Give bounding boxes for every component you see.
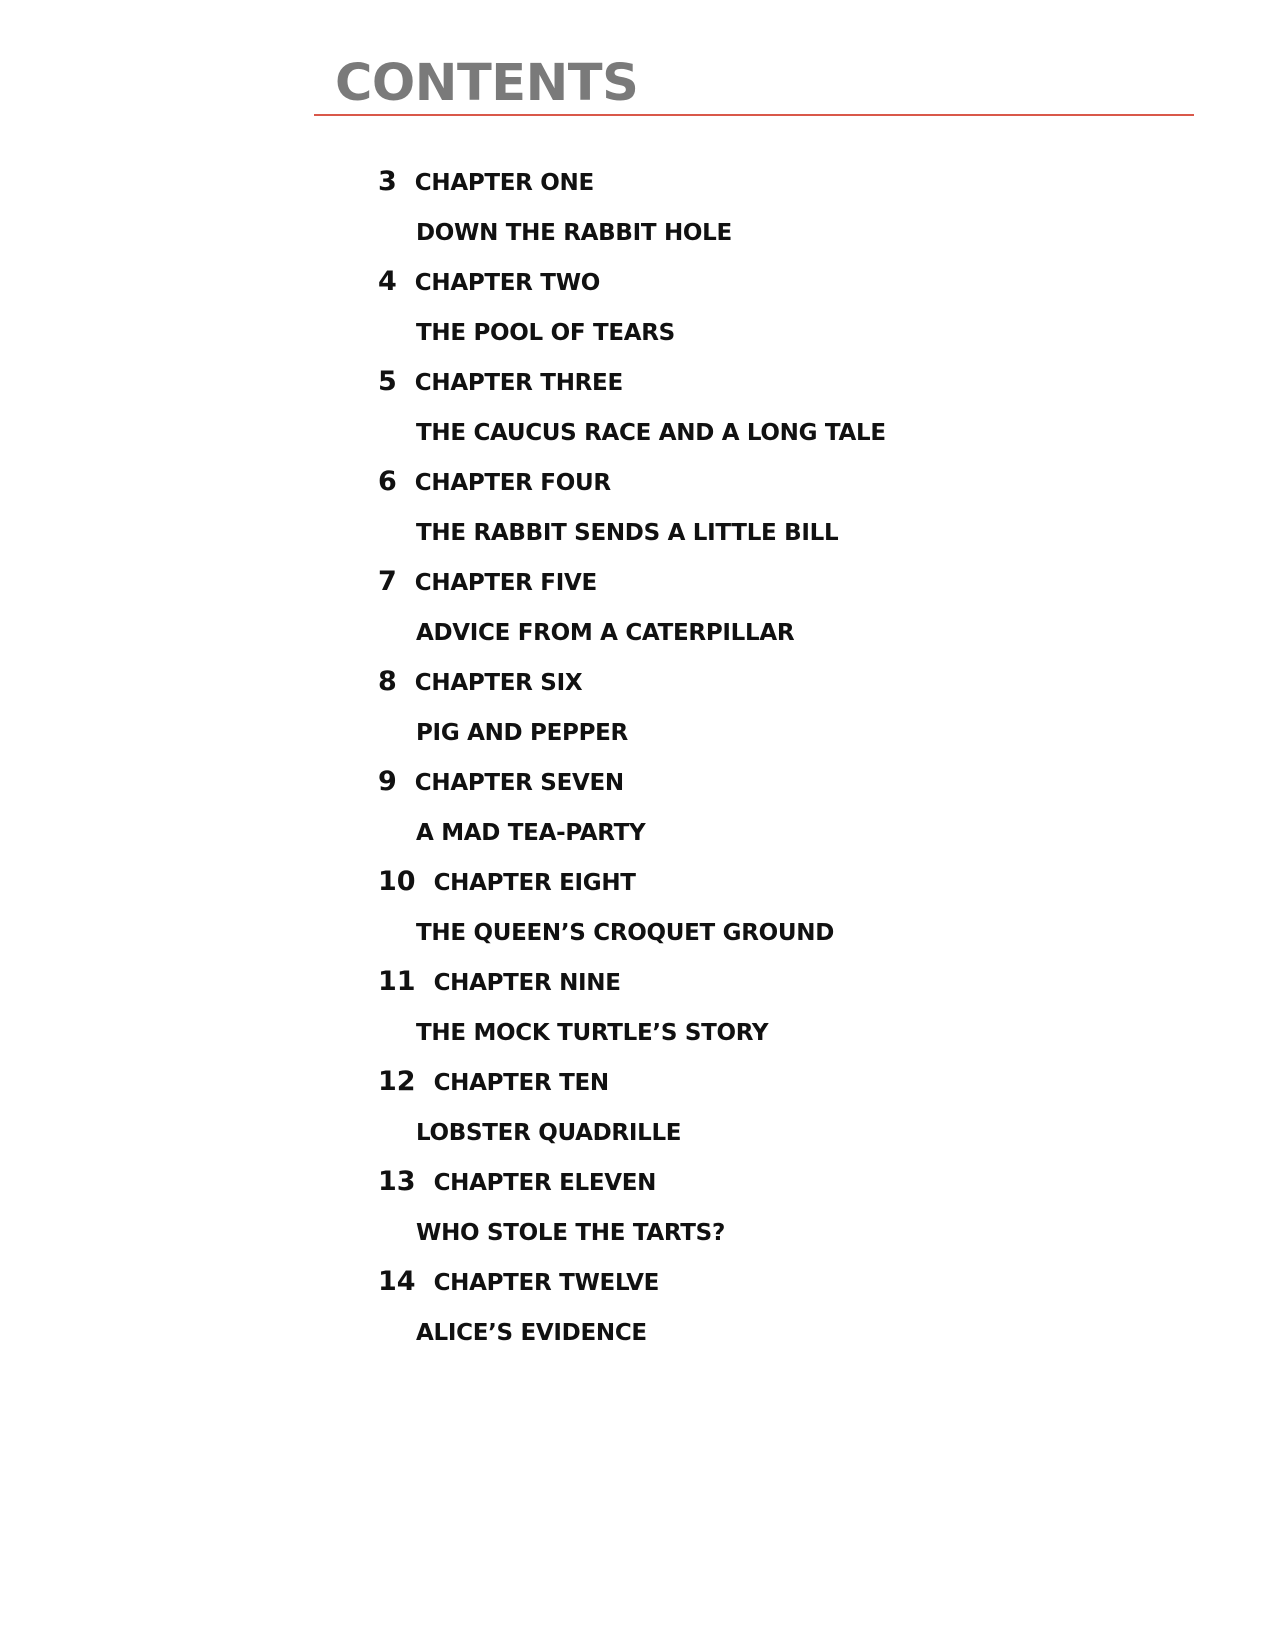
chapter-label: CHAPTER NINE (433, 970, 621, 996)
chapter-label: CHAPTER THREE (414, 370, 623, 396)
chapter-label: CHAPTER FIVE (414, 570, 597, 596)
chapter-label: CHAPTER ONE (414, 170, 594, 196)
toc-entry-11 (378, 1168, 886, 1268)
table-of-contents (378, 168, 886, 1368)
page-number: 4 (378, 266, 397, 297)
chapter-subtitle: ADVICE FROM A CATERPILLAR (416, 620, 795, 646)
toc-entry-9 (378, 968, 886, 1068)
toc-entry-3 (378, 368, 886, 468)
chapter-subtitle: LOBSTER QUADRILLE (416, 1120, 682, 1146)
chapter-subtitle: ALICE’S EVIDENCE (416, 1320, 647, 1346)
chapter-line (378, 268, 886, 318)
chapter-label: CHAPTER TEN (433, 1070, 609, 1096)
chapter-subtitle: THE POOL OF TEARS (416, 320, 675, 346)
toc-entry-6 (378, 668, 886, 768)
page-title: CONTENTS (335, 54, 639, 113)
toc-entry-8 (378, 868, 886, 968)
toc-entry-7 (378, 768, 886, 868)
page-number: 12 (378, 1066, 416, 1097)
chapter-subtitle: WHO STOLE THE TARTS? (416, 1220, 725, 1246)
toc-entry-2 (378, 268, 886, 368)
toc-entry-12 (378, 1268, 886, 1368)
chapter-line (378, 1168, 886, 1218)
page-number: 9 (378, 766, 397, 797)
chapter-line (378, 868, 886, 918)
page-number: 14 (378, 1266, 416, 1297)
toc-entry-1 (378, 168, 886, 268)
chapter-subtitle: A MAD TEA-PARTY (416, 820, 646, 846)
toc-entry-5 (378, 568, 886, 668)
chapter-line (378, 968, 886, 1018)
chapter-line (378, 1068, 886, 1118)
chapter-label: CHAPTER SEVEN (414, 770, 624, 796)
page-number: 8 (378, 666, 397, 697)
chapter-label: CHAPTER FOUR (414, 470, 611, 496)
chapter-label: CHAPTER EIGHT (433, 870, 636, 896)
page-number: 10 (378, 866, 416, 897)
chapter-line (378, 468, 886, 518)
chapter-label: CHAPTER ELEVEN (433, 1170, 657, 1196)
chapter-subtitle: DOWN THE RABBIT HOLE (416, 220, 732, 246)
page-number: 7 (378, 566, 397, 597)
page-number: 3 (378, 166, 397, 197)
title-underline (314, 114, 1194, 116)
toc-entry-4 (378, 468, 886, 568)
chapter-label: CHAPTER TWELVE (433, 1270, 660, 1296)
page-number: 6 (378, 466, 397, 497)
chapter-line (378, 1268, 886, 1318)
chapter-line (378, 668, 886, 718)
chapter-subtitle: PIG AND PEPPER (416, 720, 628, 746)
page-number: 11 (378, 966, 416, 997)
chapter-line (378, 768, 886, 818)
page-number: 13 (378, 1166, 416, 1197)
chapter-subtitle: THE RABBIT SENDS A LITTLE BILL (416, 520, 839, 546)
chapter-label: CHAPTER SIX (414, 670, 583, 696)
chapter-line (378, 168, 886, 218)
chapter-line (378, 368, 886, 418)
page-number: 5 (378, 366, 397, 397)
chapter-subtitle: THE QUEEN’S CROQUET GROUND (416, 920, 835, 946)
chapter-subtitle: THE MOCK TURTLE’S STORY (416, 1020, 769, 1046)
chapter-label: CHAPTER TWO (414, 270, 601, 296)
toc-entry-10 (378, 1068, 886, 1168)
chapter-subtitle: THE CAUCUS RACE AND A LONG TALE (416, 420, 886, 446)
chapter-line (378, 568, 886, 618)
